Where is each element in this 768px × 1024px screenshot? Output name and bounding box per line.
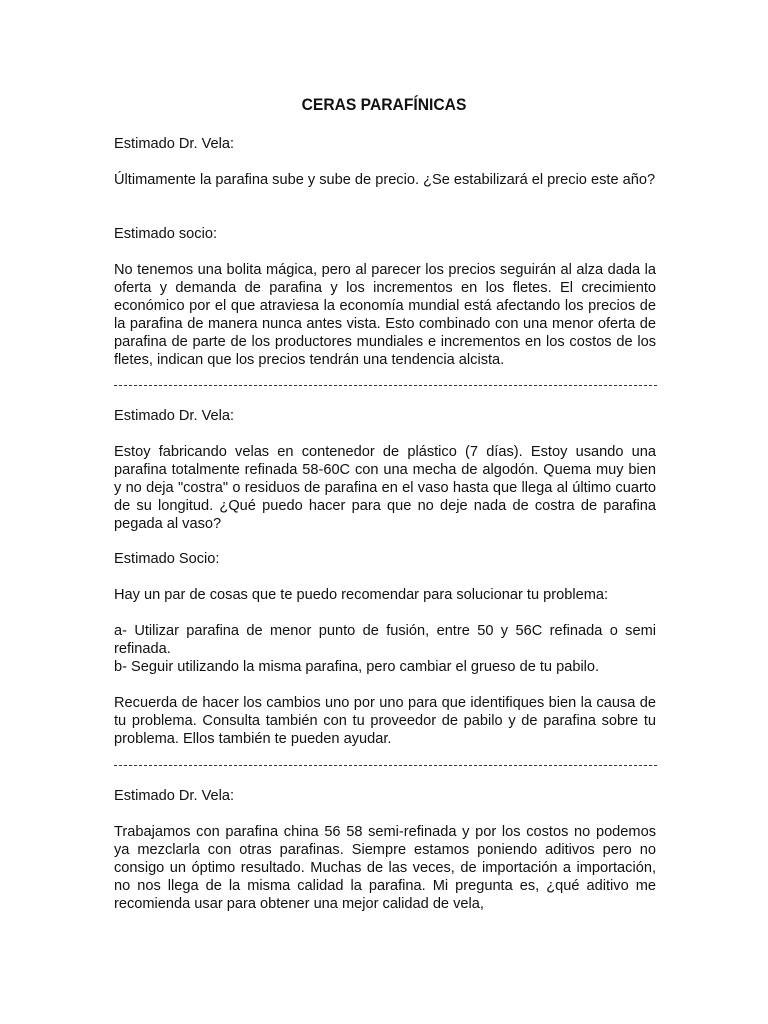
q2-answer-closing: Recuerda de hacer los cambios uno por uno para que identifiques bien la causa de tu problema. Consulta también con tu proveedor de pabilo y de parafina sobre tu problema. Ellos también te pueden ayudar. xyxy=(114,695,656,747)
q1-question: Últimamente la parafina sube y sube de precio. ¿Se estabilizará el precio este año? xyxy=(114,172,656,188)
q1-greeting: Estimado Dr. Vela: xyxy=(114,136,235,152)
q3-question: Trabajamos con parafina china 56 58 semi-refinada y por los costos no podemos ya mezclarla con otras parafinas. Siempre estamos poniendo aditivos pero no consigo un óptimo resultado. Muchas de las veces, de importación a importación, no nos llega de la misma calidad la parafina. Mi pregunta es, ¿qué aditivo me recomienda usar para obtener una mejor calidad de vela, xyxy=(114,824,656,912)
q1-answer: No tenemos una bolita mágica, pero al parecer los precios seguirán al alza dada la oferta y demanda de parafina y los incrementos en los fletes. El crecimiento económico por el que atraviesa la economía mundial está afectando los precios de la parafina de manera nunca antes vista. Esto combinado con una menor oferta de parafina de parte de los productores mundiales e incrementos en los costos de los fletes, indican que los precios tendrán una tendencia alcista. xyxy=(114,262,656,368)
q2-greeting: Estimado Dr. Vela: xyxy=(114,408,235,424)
section-divider xyxy=(114,765,657,766)
q2-option-a: a- Utilizar parafina de menor punto de fusión, entre 50 y 56C refinada o semi refinada. xyxy=(114,623,656,657)
q2-question: Estoy fabricando velas en contenedor de plástico (7 días). Estoy usando una parafina totalmente refinada 58-60C con una mecha de algodón. Quema muy bien y no deja "costra" o residuos de parafina en el vaso hasta que llega al último cuarto de su longitud. ¿Qué puedo hacer para que no deje nada de costra de parafina pegada al vaso? xyxy=(114,444,656,532)
q2-answer-intro: Hay un par de cosas que te puedo recomendar para solucionar tu problema: xyxy=(114,587,609,603)
document-title: CERAS PARAFÍNICAS xyxy=(301,95,467,114)
q1-reply-greeting: Estimado socio: xyxy=(114,226,218,242)
section-divider xyxy=(114,385,657,386)
q2-option-b: b- Seguir utilizando la misma parafina, pero cambiar el grueso de tu pabilo. xyxy=(114,659,600,675)
q3-greeting: Estimado Dr. Vela: xyxy=(114,788,235,804)
q2-reply-greeting: Estimado Socio: xyxy=(114,551,220,567)
